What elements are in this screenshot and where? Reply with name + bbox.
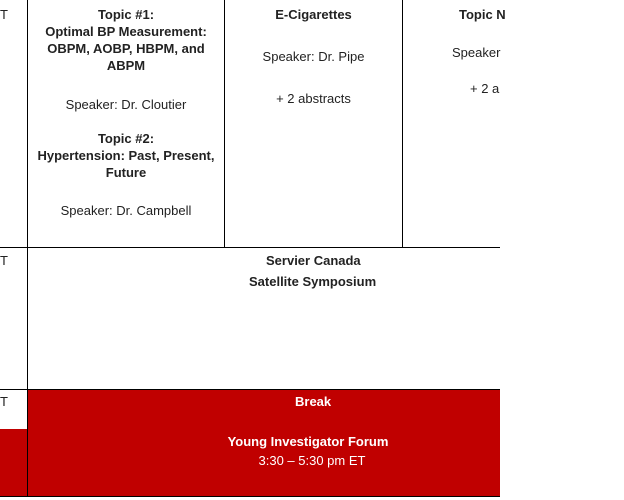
symposium-cell — [28, 252, 500, 290]
right-cell-speaker: Speaker — [452, 45, 501, 60]
grid-bottom-line — [0, 496, 500, 497]
topic2-speaker: Speaker: Dr. Campbell — [60, 203, 192, 218]
row3-time-fragment: T — [0, 394, 8, 409]
row2-time-fragment: T — [0, 253, 8, 268]
topic1-speaker: Speaker: Dr. Cloutier — [65, 97, 187, 112]
grid-row-line-1 — [0, 247, 500, 248]
grid-row-line-2 — [0, 389, 500, 390]
topic1-title-line1: Optimal BP Measurement: — [45, 24, 207, 39]
ecig-title: E-Cigarettes — [275, 7, 352, 22]
forum-title: Young Investigator Forum — [227, 434, 389, 449]
symposium-line1: Servier Canada — [266, 253, 361, 268]
topic1-title-line2: OBPM, AOBP, HBPM, and — [47, 41, 205, 56]
break-label: Break — [295, 394, 332, 409]
grid-divider-2 — [402, 0, 403, 248]
topic1-heading: Topic #1: — [97, 7, 155, 22]
forum-time: 3:30 – 5:30 pm ET — [258, 453, 366, 468]
topic2-title-line1: Hypertension: Past, Present, — [37, 148, 215, 163]
topics-cell — [28, 6, 224, 219]
topic2-title-line2: Future — [105, 165, 147, 180]
symposium-line2: Satellite Symposium — [249, 274, 377, 289]
ecig-cell — [225, 6, 402, 107]
ecig-speaker: Speaker: Dr. Pipe — [262, 49, 365, 64]
ecig-abstracts: + 2 abstracts — [276, 91, 351, 106]
topic2-heading: Topic #2: — [97, 131, 155, 146]
topic1-title-line3: ABPM — [106, 58, 146, 73]
right-cell-title: Topic N — [459, 7, 506, 22]
right-cell-abstracts: + 2 a — [470, 81, 500, 96]
row1-time-fragment: T — [0, 7, 8, 22]
